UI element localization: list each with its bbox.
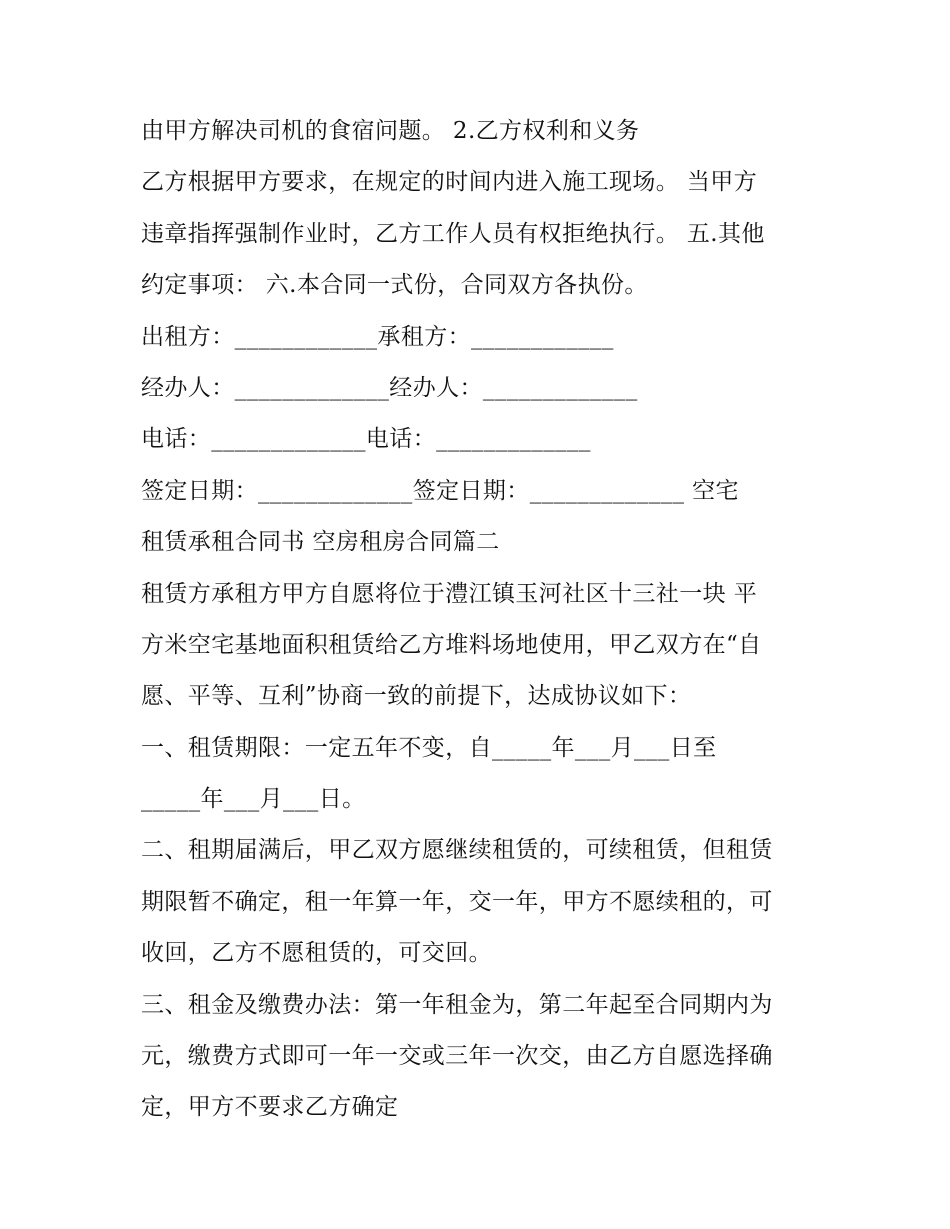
signature-line-phone: 电话：_____________电话：_____________ (141, 426, 591, 453)
clause-3-line: 定，甲方不要求乙方确定 (141, 1094, 399, 1121)
text-line: 愿、平等、互利”协商一致的前提下，达成协议如下： (141, 683, 692, 710)
text-line: 违章指挥强制作业时，乙方工作人员有权拒绝执行。 五.其他 (141, 220, 765, 247)
clause-2-line: 二、租期届满后，甲乙双方愿继续租赁的，可续租赁，但租赁 (141, 837, 773, 864)
signature-line-lessor: 出租方：____________承租方：____________ (141, 323, 614, 350)
document-body (141, 106, 821, 1134)
signature-line-agent: 经办人：_____________经办人：_____________ (141, 374, 638, 401)
clause-1-line: 一、租赁期限：一定五年不变，自_____年___月___日至 (141, 734, 717, 761)
text-line: 约定事项： 六.本合同一式份，合同双方各执份。 (141, 272, 648, 299)
text-line: 租赁方承租方甲方自愿将位于澧江镇玉河社区十三社一块 平 (141, 580, 758, 607)
signature-line-date: 签定日期：_____________签定日期：_____________ 空宅 (141, 477, 739, 504)
text-line: 由甲方解决司机的食宿问题。 2.乙方权利和义务 (141, 118, 640, 144)
clause-2-line: 期限暂不确定，租一年算一年，交一年，甲方不愿续租的，可 (141, 888, 773, 915)
clause-1-line: _____年___月___日。 (141, 786, 366, 813)
clause-2-line: 收回，乙方不愿租赁的，可交回。 (141, 940, 492, 967)
text-line: 方米空宅基地面积租赁给乙方堆料场地使用，甲乙双方在“自 (141, 631, 762, 658)
text-line: 乙方根据甲方要求，在规定的时间内进入施工现场。 当甲方 (141, 169, 758, 196)
section-title: 租赁承租合同书 空房租房合同篇二 (141, 529, 500, 556)
clause-3-line: 元，缴费方式即可一年一交或三年一次交，由乙方自愿选择确 (141, 1043, 773, 1070)
clause-3-line: 三、租金及缴费办法：第一年租金为，第二年起至合同期内为 (141, 991, 773, 1018)
